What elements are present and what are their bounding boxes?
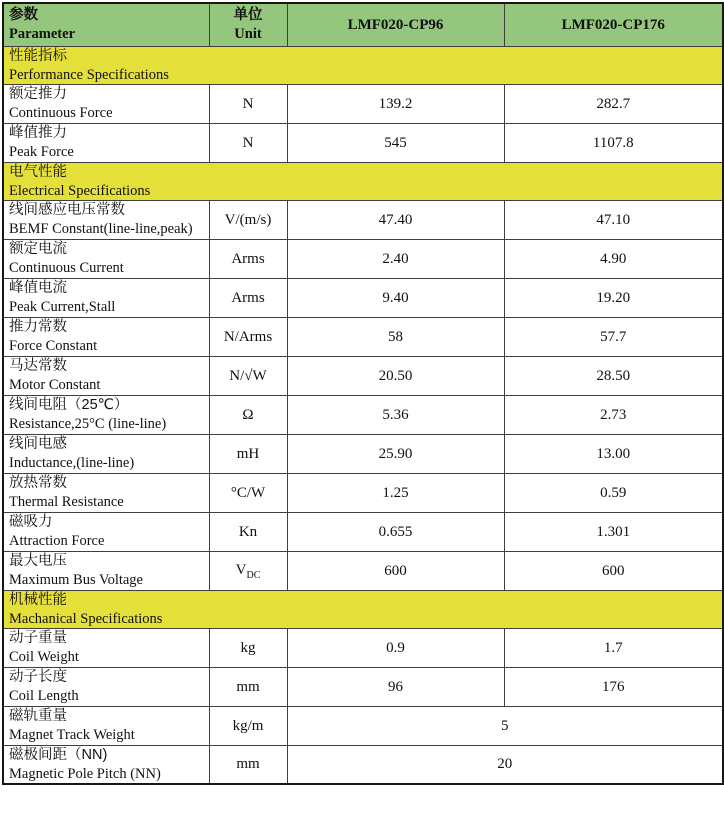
param-label-zh: 峰值推力 [9,125,67,141]
param-label-en: Continuous Current [9,260,124,276]
header-model-2-label: LMF020-CP176 [561,16,665,33]
param-label-en: Magnet Track Weight [9,727,135,743]
param-cell [3,628,209,667]
table-row [3,667,723,706]
value-cell-model-2 [504,395,723,434]
value-cell-model-1 [287,473,504,512]
unit-subscript: DC [246,569,261,581]
param-label-zh: 线间电感 [9,436,67,452]
unit-cell [209,667,287,706]
value-cell-model-1 [287,551,504,590]
value: 600 [384,562,407,579]
value-cell-model-2 [504,239,723,278]
value-cell-model-2 [504,512,723,551]
spec-table [2,2,724,785]
unit-label: Kn [238,523,258,540]
section-row-0 [3,46,723,84]
unit-label: °C/W [230,484,266,501]
value: 47.40 [378,211,413,228]
param-label-en: Coil Weight [9,649,79,665]
param-label-zh: 磁吸力 [9,514,53,530]
param-label-en: Thermal Resistance [9,494,124,510]
param-label-zh: 磁轨重量 [9,708,67,724]
param-cell [3,551,209,590]
param-label-en: Magnetic Pole Pitch (NN) [9,765,161,782]
value-cell-model-1 [287,239,504,278]
value: 28.50 [596,367,631,384]
value: 545 [384,134,407,151]
unit-cell [209,123,287,162]
value: 1.7 [603,639,623,656]
value-cell-model-2 [504,317,723,356]
param-cell [3,239,209,278]
param-label-en: Coil Length [9,688,79,704]
value-cell-model-1 [287,512,504,551]
unit-label: mm [236,678,260,695]
table-row [3,123,723,162]
header-unit-zh: 单位 [233,7,263,24]
header-unit-cell [209,3,287,46]
table-row [3,745,723,784]
param-label-zh: 马达常数 [9,358,67,374]
param-cell [3,317,209,356]
value: 1.301 [596,523,631,540]
section-title-zh: 电气性能 [9,163,67,180]
value-cell-model-2 [504,278,723,317]
value-cell-model-1 [287,317,504,356]
value: 176 [602,678,625,695]
unit-label: N [242,95,254,112]
param-label-en: Motor Constant [9,377,101,393]
param-cell [3,200,209,239]
value: 20 [497,756,513,773]
unit-cell [209,628,287,667]
table-row [3,434,723,473]
header-parameter-en: Parameter [9,26,76,43]
value-cell-model-1 [287,278,504,317]
table-row [3,317,723,356]
table-row [3,356,723,395]
param-label-en: Resistance,25°C (line-line) [9,416,167,432]
table-row [3,706,723,745]
param-cell [3,512,209,551]
unit-label: Ω [242,406,254,423]
unit-label: Arms [231,289,265,306]
value: 0.59 [600,484,627,501]
unit-label: mm [236,756,260,773]
unit-label: kg/m [232,717,264,734]
value: 25.90 [378,445,413,462]
unit-cell [209,434,287,473]
value-cell-model-1 [287,84,504,123]
param-label-en: Maximum Bus Voltage [9,572,143,588]
unit-cell [209,239,287,278]
section-title-zh: 性能指标 [9,47,67,64]
header-row [3,3,723,46]
unit-label: $V_{DC}$ [235,561,261,581]
value-cell-model-2 [504,667,723,706]
value: 2.73 [600,406,627,423]
param-label-zh: 推力常数 [9,319,67,335]
param-label-en: Force Constant [9,338,98,354]
header-parameter-zh: 参数 [9,7,38,24]
param-label-en: BEMF Constant(line-line,peak) [9,221,193,237]
value: 58 [388,328,403,345]
value: 139.2 [378,95,413,112]
value: 0.655 [378,523,413,540]
param-cell [3,356,209,395]
unit-label: mH [236,445,260,462]
value-cell-model-2 [504,123,723,162]
unit-cell [209,473,287,512]
unit-label: N/Arms [223,328,273,345]
param-label-zh: 线间感应电压常数 [9,202,125,218]
unit-label: N [242,134,254,151]
param-cell [3,434,209,473]
unit-cell [209,706,287,745]
header-parameter-cell [3,3,209,46]
param-cell [3,745,209,784]
section-title [3,590,723,628]
unit-cell [209,317,287,356]
header-model-1-cell [287,3,504,46]
value: 96 [388,678,403,695]
param-label-zh: 额定推力 [9,86,67,102]
value: 0.9 [386,639,405,656]
table-row [3,239,723,278]
unit-label: kg [240,639,256,656]
unit-cell [209,512,287,551]
header-unit-en: Unit [234,26,262,43]
param-label-zh: 动子长度 [9,669,67,685]
value-cell-model-2 [504,551,723,590]
param-label-zh: 动子重量 [9,630,67,646]
value-cell-model-2 [504,200,723,239]
section-title-en: Machanical Specifications [9,610,163,627]
section-title [3,46,723,84]
unit-cell [209,356,287,395]
value-cell-model-1 [287,628,504,667]
value-cell-merged [287,745,723,784]
value-cell-model-1 [287,395,504,434]
value-cell-model-1 [287,123,504,162]
value-cell-model-2 [504,356,723,395]
param-label-en: Attraction Force [9,533,105,549]
value-cell-model-2 [504,473,723,512]
param-cell [3,84,209,123]
value: 1.25 [382,484,409,501]
header-model-1-label: LMF020-CP96 [347,16,444,33]
table-row [3,628,723,667]
param-label-zh: 线间电阻（25℃） [9,397,129,413]
value: 19.20 [596,289,631,306]
param-cell [3,123,209,162]
section-title-en: Electrical Specifications [9,182,151,199]
unit-cell [209,200,287,239]
value: 9.40 [382,289,409,306]
table-row [3,84,723,123]
unit-cell [209,278,287,317]
value: 1107.8 [592,134,634,151]
section-row-2 [3,590,723,628]
param-cell [3,278,209,317]
param-label-zh: 磁极间距（NN) [9,746,108,763]
value: 13.00 [596,445,631,462]
section-title-en: Performance Specifications [9,66,169,83]
section-title [3,162,723,200]
value: 47.10 [596,211,631,228]
table-row [3,200,723,239]
table-row [3,512,723,551]
unit-cell [209,395,287,434]
param-label-en: Continuous Force [9,105,113,121]
value-cell-model-2 [504,84,723,123]
value: 4.90 [600,250,627,267]
param-label-zh: 放热常数 [9,475,67,491]
value: 20.50 [378,367,413,384]
table-row [3,551,723,590]
param-label-en: Inductance,(line-line) [9,455,135,471]
table-row [3,395,723,434]
unit-cell [209,551,287,590]
value: 5 [501,717,509,734]
table-row [3,473,723,512]
param-label-zh: 额定电流 [9,241,67,257]
unit-label: N/√W [229,367,267,384]
unit-label: V/(m/s) [224,211,272,228]
value-cell-merged [287,706,723,745]
unit-cell [209,745,287,784]
value: 2.40 [382,250,409,267]
param-cell [3,667,209,706]
table-row [3,278,723,317]
param-label-zh: 峰值电流 [9,280,67,296]
value-cell-model-1 [287,356,504,395]
param-label-en: Peak Force [9,144,74,160]
header-model-2-cell [504,3,723,46]
param-label-en: Peak Current,Stall [9,299,116,315]
unit-cell [209,84,287,123]
param-cell [3,395,209,434]
unit-label: Arms [231,250,265,267]
param-cell [3,706,209,745]
value-cell-model-1 [287,200,504,239]
param-cell [3,473,209,512]
section-row-1 [3,162,723,200]
value-cell-model-2 [504,434,723,473]
value-cell-model-1 [287,667,504,706]
value: 282.7 [596,95,631,112]
param-label-zh: 最大电压 [9,553,67,569]
value-cell-model-2 [504,628,723,667]
spec-table-body [3,46,723,784]
value-cell-model-1 [287,434,504,473]
value: 600 [602,562,625,579]
section-title-zh: 机械性能 [9,591,67,608]
value: 5.36 [382,406,409,423]
value: 57.7 [600,328,627,345]
